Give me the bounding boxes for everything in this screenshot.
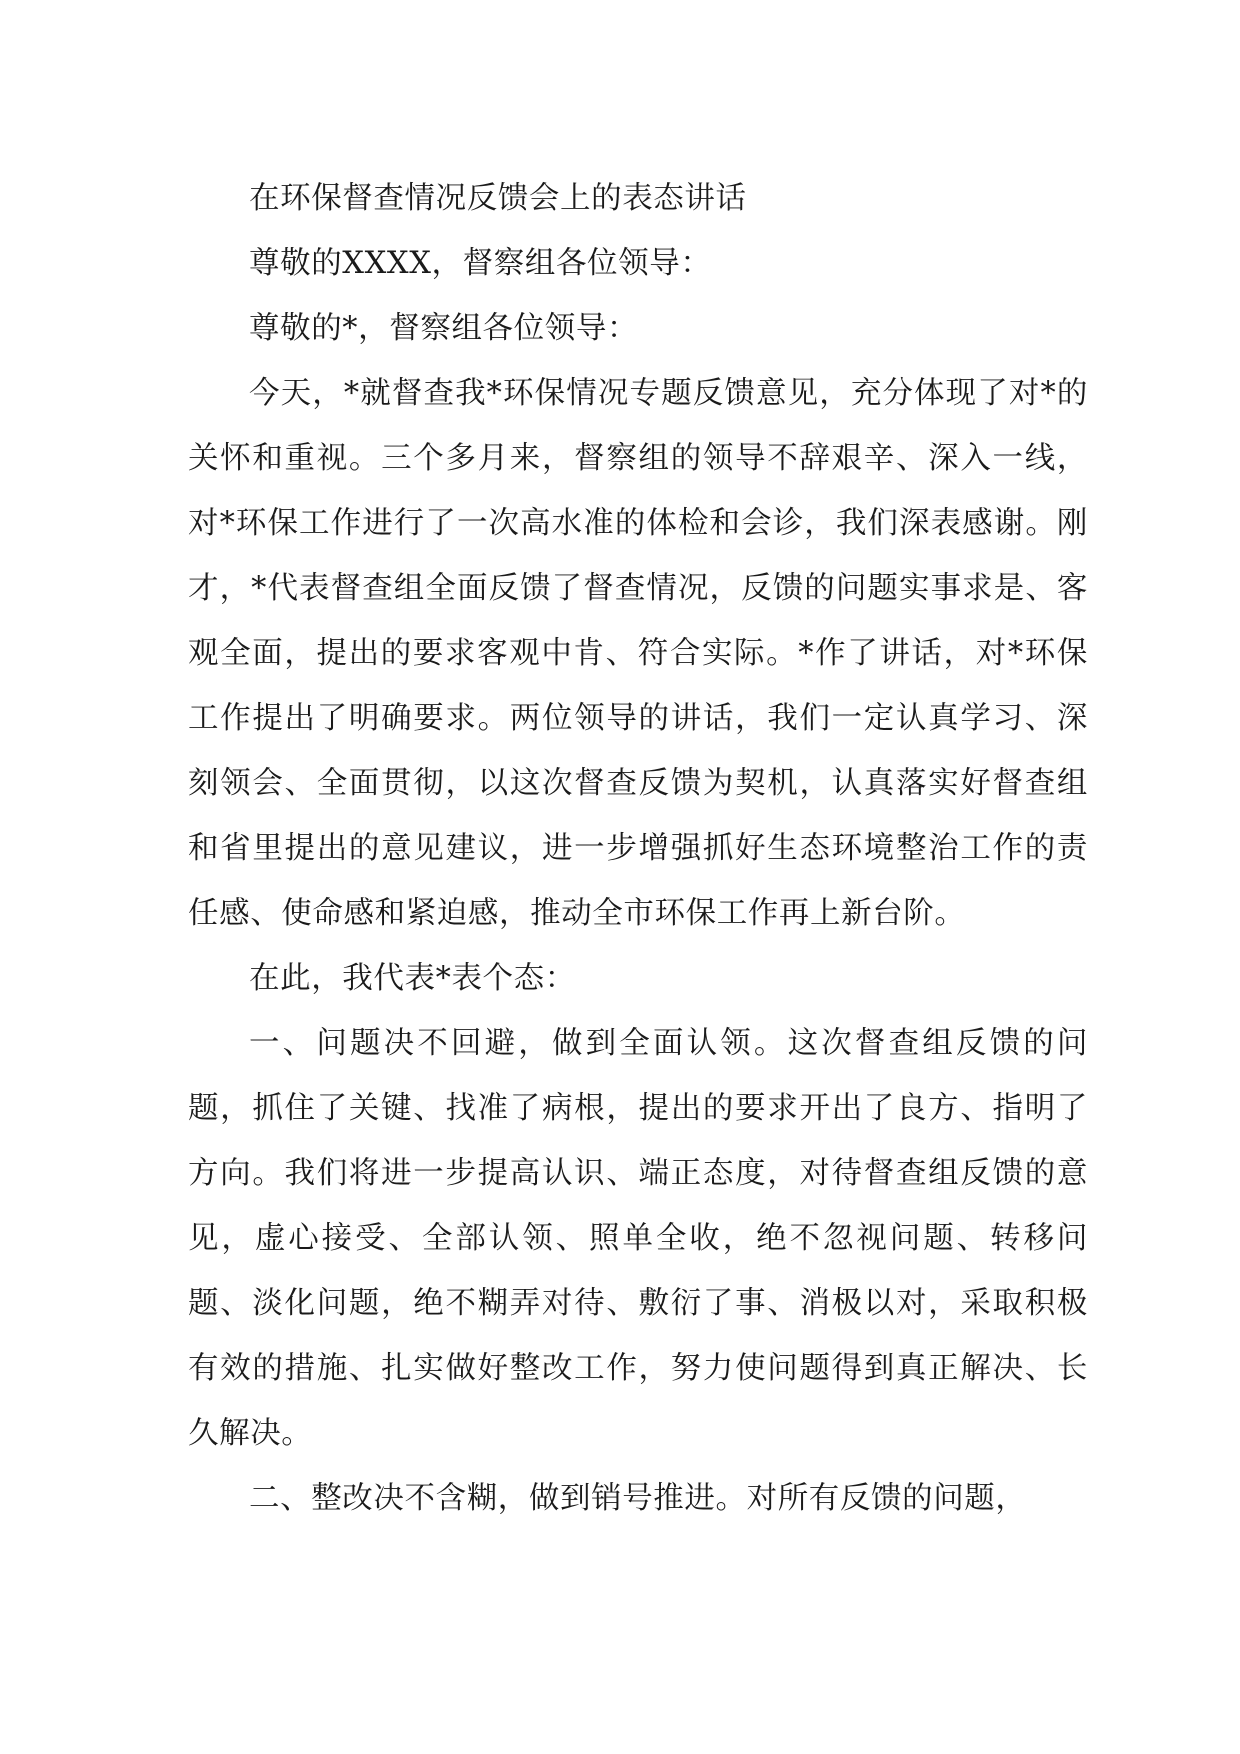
point-two-paragraph: 二、整改决不含糊，做到销号推进。对所有反馈的问题， xyxy=(249,1481,1027,1516)
salutation-paragraph: 尊敬的XXXX，督察组各位领导： xyxy=(249,246,712,281)
salutation-paragraph-alt: 尊敬的*，督察组各位领导： xyxy=(249,311,639,346)
document-title: 在环保督查情况反馈会上的表态讲话 xyxy=(249,181,747,216)
point-one-paragraph: 一、问题决不回避，做到全面认领。这次督查组反馈的问题，抓住了关键、找准了病根，提出的要求开出了良方、指明了方向。我们将进一步提高认识、端正态度，对待督查组反馈的意见，虚心接受、全部认领、照单全收，绝不忽视问题、转移问题、淡化问题，绝不糊弄对待、敷衍了事、消极以对，采取积极有效的措施、扎实做好整改工作，努力使问题得到真正解决、长久解决。 xyxy=(188,1026,1088,1451)
opening-paragraph: 今天，*就督查我*环保情况专题反馈意见，充分体现了对*的关怀和重视。三个多月来，督察组的领导不辞艰辛、深入一线，对*环保工作进行了一次高水准的体检和会诊，我们深表感谢。刚才，*代表督查组全面反馈了督查情况，反馈的问题实事求是、客观全面，提出的要求客观中肯、符合实际。*作了讲话，对*环保工作提出了明确要求。两位领导的讲话，我们一定认真学习、深刻领会、全面贯彻，以这次督查反馈为契机，认真落实好督查组和省里提出的意见建议，进一步增强抓好生态环境整治工作的责任感、使命感和紧迫感，推动全市环保工作再上新台阶。 xyxy=(188,376,1088,931)
document-body xyxy=(188,166,1088,1531)
statement-intro-paragraph: 在此，我代表*表个态： xyxy=(249,961,576,996)
